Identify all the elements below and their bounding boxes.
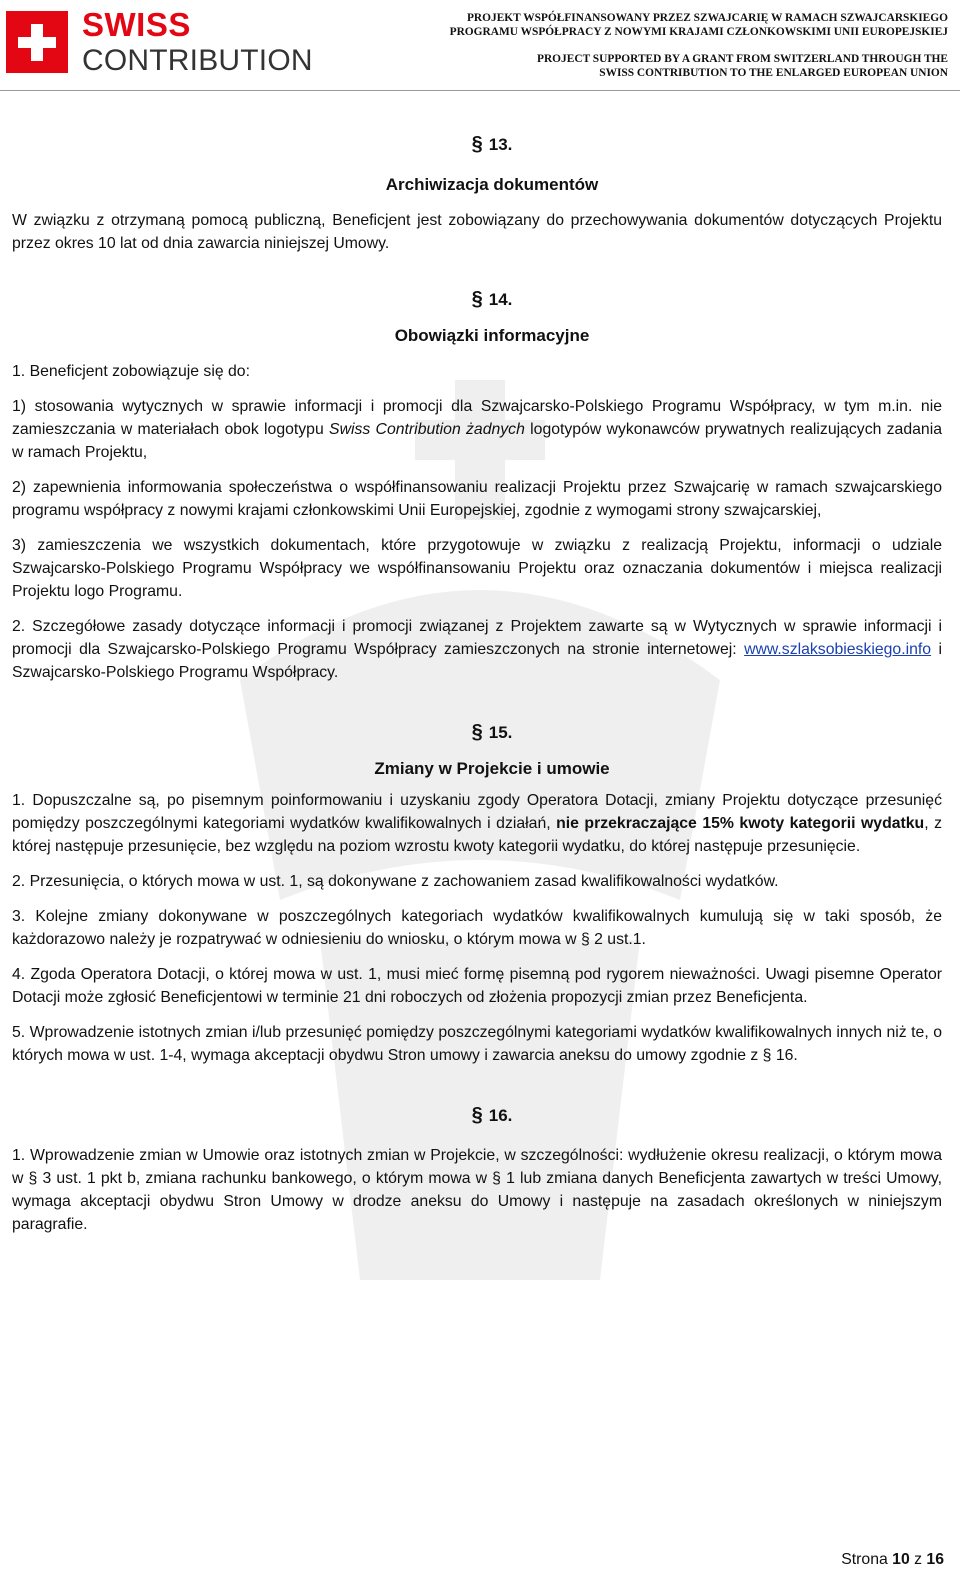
section-14-item-1: 1) stosowania wytycznych w sprawie informacji i promocji dla Szwajcarsko-Polskiego Programu Współpracy, w tym m.in. nie zamieszczania w materiałach obok logotypu Swiss Contribution żadnych logotypów wykonawców prywatnych realizujących zadania w ramach Projektu,: [12, 398, 942, 461]
swiss-cross-icon: [6, 11, 68, 73]
swiss-contribution-logo: [6, 6, 313, 78]
section-14-title: Obowiązki informacyjne: [394, 326, 590, 345]
section-14-number: § 14.: [471, 288, 513, 310]
program-website-link[interactable]: www.szlaksobieskiego.info: [744, 641, 932, 658]
section-14-intro: 1. Beneficjent zobowiązuje się do:: [12, 363, 250, 380]
page-current: 10: [892, 1551, 910, 1568]
section-15-title: Zmiany w Projekcie i umowie: [374, 759, 610, 778]
section-13-title: Archiwizacja dokumentów: [385, 175, 599, 194]
logo-word-contribution: CONTRIBUTION: [82, 44, 313, 77]
header-en-line-1: PROJECT SUPPORTED BY A GRANT FROM SWITZERLAND THROUGH THE: [537, 53, 948, 65]
section-16-number: § 16.: [471, 1104, 513, 1126]
section-15-paragraph-5: 5. Wprowadzenie istotnych zmian i/lub przesunięć pomiędzy poszczególnymi kategoriami wydatków kwalifikowalnych innych niż te, o których mowa w ust. 1-4, wymaga akceptacji obydwu Stron umowy i zawarcia aneksu do umowy zgodnie z § 16.: [12, 1024, 942, 1064]
header-pl-line-1: PROJEKT WSPÓŁFINANSOWANY PRZEZ SZWAJCARIĘ W RAMACH SZWAJCARSKIEGO: [466, 12, 948, 24]
section-16-paragraph-1: 1. Wprowadzenie zmian w Umowie oraz istotnych zmian w Projekcie, w szczególności: wydłużenie okresu realizacji, o którym mowa w § 3 ust. 1 pkt b, zmiana rachunku bankowego, o którym mowa w § 1 lub zmiana danych Beneficjenta zawartych w treści Umowy, wymaga akceptacji obydwu Stron Umowy w drodze aneksu do Umowy i następuje na zasadach określonych w niniejszym paragrafie.: [12, 1147, 942, 1233]
section-13-paragraph: W związku z otrzymaną pomocą publiczną, Beneficjent jest zobowiązany do przechowywania dokumentów dotyczących Projektu przez okres 10 lat od dnia zawarcia niniejszej Umowy.: [12, 212, 942, 252]
section-15-paragraph-2: 2. Przesunięcia, o których mowa w ust. 1, są dokonywane z zachowaniem zasad kwalifikowalności wydatków.: [12, 873, 779, 890]
section-14-item-2: 2) zapewnienia informowania społeczeństwa o współfinansowaniu realizacji Projektu przez Szwajcarię w ramach szwajcarskiego programu współpracy z nowymi krajami członkowskimi Unii Europejskiej, zgodnie z wymogami strony szwajcarskiej,: [12, 479, 942, 519]
page-number-footer: [841, 1548, 944, 1571]
header-en-line-2: SWISS CONTRIBUTION TO THE ENLARGED EUROPEAN UNION: [599, 67, 948, 79]
page-total: 16: [926, 1551, 944, 1568]
logo-word-swiss: SWISS: [82, 6, 191, 43]
section-15-number: § 15.: [471, 721, 513, 743]
section-14-paragraph-2: 2. Szczegółowe zasady dotyczące informacji i promocji związanej z Projektem zawarte są w Wytycznych w sprawie informacji i promocji dla Szwajcarsko-Polskiego Programu Współpracy zamieszczonych na stronie internetowej: www.szlaksobieskiego.info i Szwajcarsko-Polskiego Programu Współpracy.: [12, 618, 942, 681]
header-english-caption: [388, 52, 948, 80]
document-body: [12, 132, 942, 1236]
section-15-paragraph-3: 3. Kolejne zmiany dokonywane w poszczególnych kategoriach wydatków kwalifikowalnych kumulują się w taki sposób, że każdorazowo należy je rozpatrywać w odniesieniu do wniosku, o którym mowa w § 2 ust.1.: [12, 908, 942, 948]
header-divider: [0, 90, 960, 91]
page-label: Strona: [841, 1551, 888, 1568]
section-14-item-3: 3) zamieszczenia we wszystkich dokumentach, które przygotowuje w związku z realizacją Projektu, informacji o udziale Szwajcarsko-Polskiego Programu Współpracy we współfinansowaniu Projektu oraz oznaczania dokumentów i miejsca realizacji Projektu logo Programu.: [12, 537, 942, 600]
header-pl-line-2: PROGRAMU WSPÓŁPRACY Z NOWYMI KRAJAMI CZŁONKOWSKIMI UNII EUROPEJSKIEJ: [449, 26, 948, 38]
header-polish-caption: [388, 11, 948, 39]
page-separator: z: [914, 1551, 923, 1568]
section-15-paragraph-1: 1. Dopuszczalne są, po pisemnym poinformowaniu i uzyskaniu zgody Operatora Dotacji, zmiany Projektu dotyczące przesunięć pomiędzy poszczególnymi kategoriami wydatków kwalifikowalnych i działań, nie przekraczające 15% kwoty kategorii wydatku, z której następuje przesunięcie, bez względu na poziom wzrostu kwoty kategorii wydatku, do której następuje przesunięcie.: [12, 792, 942, 855]
page-header: [0, 0, 960, 94]
section-15-paragraph-4: 4. Zgoda Operatora Dotacji, o której mowa w ust. 1, musi mieć formę pisemną pod rygorem nieważności. Uwagi pisemne Operator Dotacji może zgłosić Beneficjentowi w terminie 21 dni roboczych od złożenia propozycji zmian przez Beneficjenta.: [12, 966, 942, 1006]
section-13-number: § 13.: [471, 133, 513, 155]
